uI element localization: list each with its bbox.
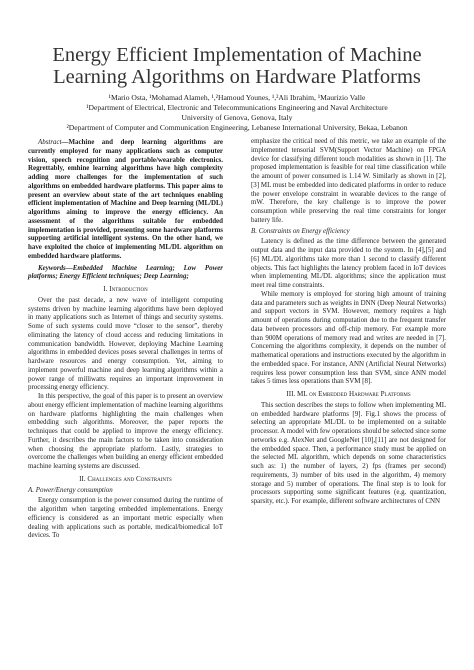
- author-block: [20, 93, 454, 133]
- paragraph: emphasize the critical need of this metric, we take an example of the implemented tensorial SVM(Support Vector Machine) on FPGA device for classifying different touch modalities as shown in [1]. The proposed implementation is feasible for real time classification while the amount of power consumed is 1.14 W. Similarly as shown in [2], [3] ML must be embedded into dedicated platforms in order to reduce the power envelope constraint in wearable devices to the range of mW. Therefore, the key challenge is to improve the power consumption while preserving the real time constraints for longer battery life.: [251, 137, 446, 224]
- paper-title: [20, 44, 454, 88]
- keywords-body: —Embedded Machine Learning; Low Power platforms; Energy Efficient techniques; Deep Learning;: [28, 263, 223, 281]
- affiliation-1-city: University of Genova, Genova, Italy: [181, 113, 293, 122]
- title-line-1: Energy Efficient Implementation of Machine: [52, 44, 422, 66]
- abstract-body: —Machine and deep learning algorithms are currently employed for many applications such as computer vision, speech recognition and portable/wearable electronics. Regrettably, emhine learning algorithms have high complexity adding more challenges for the implementation of such algorithms on embedded hardware platforms. This paper aims to present an overview about state of the art techniques enabling efficient implementation of Machine and Deep learning (ML/DL) algorithms aiming to improve the energy efficiency. An assessment of the algorithms suitable for embedded implementation is provided, presenting some hardware platforms supporting artificial intelligent systems. On the other hand, we have exploited the choice of implementing ML/DL algorithm on embedded hardware platforms.: [28, 138, 223, 260]
- subsection-heading-constraints: B. Constraints on Energy efficiency: [251, 226, 350, 235]
- title-line-2: Learning Algorithms on Hardware Platforms: [53, 66, 421, 88]
- paragraph: While memory is employed for storing high amount of training data and parameters such as weights in DNN (Deep Neural Networks) and support vectors in SVM. However, memory requires a high amount of operations during computation due to the frequent transfer data between processors and off-chip memory. For example more than 900M operations of memory read and writes are needed in [7]. Concerning the algorithms complexity, it depends on the number of mathematical operations and instructions executed by the algorithm in the embedded space. For instance, ANN (Artificial Neural Networks) requires less power consumption less than SVM, since ANN model takes 5 times less operations than SVM [8].: [251, 289, 446, 386]
- paragraph: In this perspective, the goal of this paper is to present an overview about energy efficient implementation of machine learning algorithms on hardware platforms highlighting the main challenges when embedding such algorithms. Moreover, the paper reports the techniques that could be applied to improve the energy efficiency. Further, it describes the main factors to be taken into consideration when choosing the appropriate platform. Lastly, strategies to overcome the challenges when building an energy efficient embedded machine learning systems are discussed.: [28, 392, 223, 470]
- subsection-heading-power: A. Power/Energy consumption: [28, 485, 113, 494]
- paragraph: Energy consumption is the power consumed during the runtime of the algorithm when targeting embedded implementations. Energy efficiency is considered as an important metric especially when dealing with applications such as portable, medical/biomedical IoT devices. To: [28, 496, 223, 540]
- abstract: [28, 138, 223, 261]
- section-heading-ml-embedded: III. ML on Embedded Hardware Platforms: [286, 390, 411, 398]
- affiliation-1: ¹Department of Electrical, Electronic and Telecommunications Engineering and Naval Architecture: [86, 103, 388, 112]
- section-heading-challenges: II. Challenges and Constraints: [79, 474, 172, 483]
- author-names: ¹Mario Osta, ¹Mohamad Alameh, ¹,²Hamoud Younes, ¹,²Ali Ibrahim, ¹Maurizio Valle: [108, 93, 366, 102]
- abstract-lead: Abstract: [38, 138, 62, 146]
- paragraph: This section describes the steps to follow when implementing ML on embedded hardware platforms [9]. Fig.1 shows the process of selecting an appropriate ML/DL to be implemented on a suitable processor. A model with few operations should be selected since some networks e.g. AlexNet and GoogleNet [10],[11] are not designed for the embedded space. Then, a performance study must be applied on the selected ML algorithm, which depends on some characteristics such as: 1) the number of layers, 2) fps (frames per second) requirements, 3) number of bits used in the algorithm, 4) memory storage and 5) number of operations. The final step is to look for processors supporting some significant features (e.g. quantization, sparsity, etc.). For example, different software architectures of CNN: [251, 400, 446, 505]
- section-heading-introduction: I. Introduction: [103, 285, 148, 293]
- paragraph: Over the past decade, a new wave of intelligent computing systems driven by machine learning algorithms have been deployed in many applications such as Internet of things and security systems. Some of such systems could move “closer to the sensor”, thereby eliminating the latency of cloud access and reducing limitations in communication bandwidth. However, deploying Machine Learning algorithms in embedded devices poses several challenges in terms of hardware resources and energy consumption. Yet, aiming to implement powerful machine and deep learning algorithms within a power range of milliwatts requires an important improvement in processing energy efficiency.: [28, 295, 223, 392]
- paragraph: Latency is defined as the time difference between the generated output data and the input data provided to the system. In [4],[5] and [6] ML/DL algorithms take more than 1 second to classify different objects. This fact highlights the latency problem faced in IoT devices when implementing ML/DL algorithms; since the application must meet real time constraints.: [251, 237, 446, 289]
- affiliation-2: ²Department of Computer and Communication Engineering, Lebanese International University, Bekaa, Lebanon: [66, 123, 408, 132]
- right-column: [251, 137, 446, 506]
- left-column: [28, 138, 223, 540]
- keywords-lead: Keywords: [38, 263, 66, 272]
- keywords: [28, 264, 223, 282]
